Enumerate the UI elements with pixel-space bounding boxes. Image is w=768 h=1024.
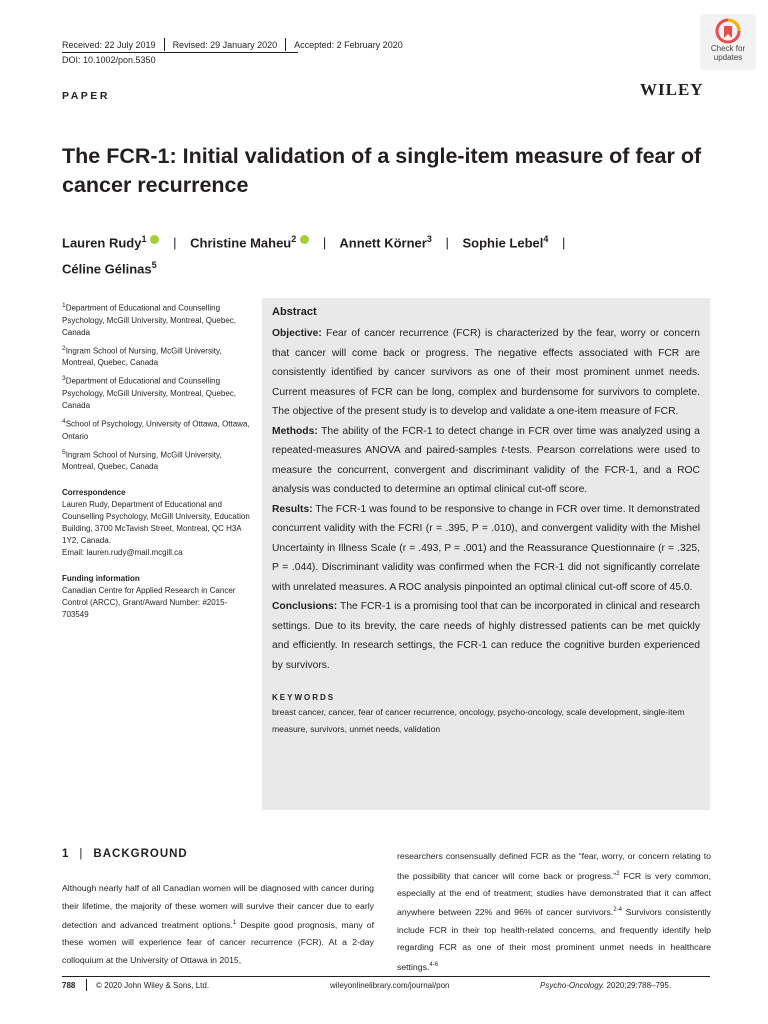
author-name[interactable]: Lauren Rudy: [62, 235, 142, 251]
affiliation: [62, 343, 250, 370]
author-affiliation-sup: 1: [141, 234, 147, 244]
check-label-1: Check for: [710, 44, 746, 53]
affiliation-text: School of Psychology, University of Ottawa, Ottawa, Ontario: [62, 419, 250, 441]
affiliation-sup: 4: [62, 417, 66, 425]
body-text: FCR is very common, especially at the end of treatment; studies have demonstrated that it can affect anywhere between 22% and 96% of cancer survivors.: [397, 870, 711, 918]
citation-sup[interactable]: 2: [616, 870, 620, 877]
results-label: Results:: [272, 503, 313, 515]
affiliation: [62, 447, 250, 474]
author-affiliation-sup: 3: [426, 234, 432, 244]
footer-rule: [62, 976, 710, 977]
results-text: The FCR-1 was found to be responsive to change in FCR over time. It demonstrated concurrent validity with the FCRI (r = .395, P = .010), and convergent validity with the Mishel Uncertainty in Illness Scale (r = .493, P = .001) and the Reassurance Questionnaire (r = .325, P = .044). Discriminant validity was confirmed when the FCR-1 did not significantly correlate with unrelated measures. A ROC analysis pinpointed an optimal clinical cut-off score of 45.0.: [272, 503, 700, 593]
conclusions-label: Conclusions:: [272, 601, 338, 612]
objective-label: Objective:: [272, 328, 322, 339]
section-title: BACKGROUND: [93, 848, 188, 860]
author-name[interactable]: Christine Maheu: [190, 235, 292, 251]
abstract-methods: [272, 422, 700, 500]
doi[interactable]: DOI: 10.1002/pon.5350: [62, 55, 156, 65]
body-column-right: [397, 848, 711, 976]
orcid-icon[interactable]: [150, 235, 159, 244]
affiliation-sup: 1: [62, 302, 66, 309]
methods-t-italic: t: [501, 445, 505, 456]
page-number: 788: [62, 981, 76, 990]
check-for-updates-icon: [715, 18, 741, 44]
author-separator: |: [445, 235, 449, 251]
abstract-results: [272, 500, 700, 598]
citation-sup[interactable]: 4-6: [429, 961, 439, 968]
conclusions-text: The FCR-1 is a promising tool that can be incorporated in clinical and research settings. Due to its brevity, the care needs of highly distressed patients can be met quickly and efficiently. In research settings, the FCR-1 can reduce the cognitive burden experienced by survivors.: [272, 601, 700, 671]
body-text: Survivors consistently include FCR in their top health-related concerns, and frequently identify help regarding FCR as one of their most prominent unmet needs in healthcare settings.: [397, 907, 711, 972]
methods-text-cont: -tests. Pearson correlations were used to measure the concurrent, convergent and discriminant validity of the FCR-1, and a ROC analysis was conducted to determine an optimal clinical cut-off score.: [272, 445, 700, 495]
author-name[interactable]: Céline Gélinas: [62, 261, 152, 277]
correspondence-email[interactable]: Email: lauren.rudy@mail.mcgill.ca: [62, 548, 183, 558]
affiliation: [62, 300, 250, 339]
date-separator: [164, 38, 165, 51]
journal-citation: [540, 981, 671, 990]
abstract-objective: [272, 324, 700, 422]
affiliation-text: Department of Educational and Counselling Psychology, McGill University, Montreal, Quebec, Canada: [62, 303, 236, 337]
revised-date: Revised: 29 January 2020: [172, 39, 278, 50]
date-separator: [285, 38, 286, 51]
body-text: Despite good prognosis, many of these women will experience fear of cancer recurrence (FCR). At a 2-day colloquium at the University of Ottawa in 2015,: [62, 919, 374, 965]
orcid-icon[interactable]: [300, 235, 309, 244]
citation-sup[interactable]: 2-4: [613, 907, 622, 914]
check-for-updates-button[interactable]: [700, 14, 756, 70]
citation-details: 2020;29:788–795.: [604, 981, 672, 990]
affiliation: [62, 373, 250, 412]
received-date: Received: 22 July 2019: [62, 39, 156, 50]
affiliations-column: [62, 300, 250, 625]
article-title: The FCR-1: Initial validation of a single-item measure of fear of cancer recurrence: [62, 144, 702, 197]
author-separator: |: [322, 235, 327, 251]
funding-text: Canadian Centre for Applied Research in Cancer Control (ARCC), Grant/Award Number: #2015-703549: [62, 586, 236, 620]
affiliation-text: Ingram School of Nursing, McGill University, Montreal, Quebec, Canada: [62, 346, 222, 368]
article-type: PAPER: [62, 90, 110, 102]
author-affiliation-sup: 2: [291, 234, 297, 244]
correspondence-text: Lauren Rudy, Department of Educational and Counselling Psychology, McGill University, Education Building, 3700 McTavish Street, Montreal, QC H3A 1Y2, Canada.: [62, 500, 250, 546]
objective-text: Fear of cancer recurrence (FCR) is characterized by the fear, worry or concern that cancer will come back or progress. The negative effects associated with FCR are consistently identified by cancer survivors as one of their most prominent unmet needs. Current measures of FCR can be long, complex and burdensome for survivors to complete. The objective of the present study is to develop and validate a one-item measure of FCR.: [272, 328, 700, 417]
methods-text: The ability of the FCR-1 to detect change in FCR over time was analyzed using a repeated-measures ANOVA and paired-samples: [272, 425, 700, 456]
section-heading: [62, 848, 188, 860]
check-label-2: updates: [713, 53, 743, 62]
methods-label: Methods:: [272, 425, 318, 437]
affiliation-sup: 3: [62, 375, 66, 383]
footer-separator: [86, 979, 87, 991]
abstract-conclusions: [272, 597, 700, 675]
header-rule: [62, 52, 298, 53]
body-column-left: [62, 880, 374, 969]
affiliation-text: Ingram School of Nursing, McGill University, Montreal, Quebec, Canada: [62, 450, 222, 472]
correspondence-heading: Correspondence: [62, 488, 126, 498]
author-separator: |: [562, 235, 566, 251]
keywords-heading: KEYWORDS: [272, 693, 336, 702]
author-name[interactable]: Annett Körner: [339, 235, 427, 251]
section-separator: |: [79, 848, 84, 860]
body-text: researchers consensually defined FCR as the “fear, worry, or concern relating to the possibility that cancer will come back or progress.”: [397, 851, 711, 881]
affiliation-text: Department of Educational and Counselling Psychology, McGill University, Montreal, Quebec, Canada: [62, 376, 236, 410]
abstract-heading: Abstract: [272, 306, 317, 318]
author-separator: |: [173, 235, 177, 251]
author-name[interactable]: Sophie Lebel: [462, 235, 544, 251]
citation-sup[interactable]: 1: [232, 920, 237, 926]
section-number: 1: [62, 848, 70, 860]
copyright: © 2020 John Wiley & Sons, Ltd.: [96, 981, 210, 990]
abstract-box: [262, 298, 710, 810]
affiliation-sup: 2: [62, 344, 66, 352]
journal-name: Psycho-Oncology.: [540, 981, 605, 990]
body-text: Although nearly half of all Canadian women will be diagnosed with cancer during their lifetime, the majority of these women will survive their cancer due to early detection and advanced treatment options.: [62, 883, 374, 930]
article-dates: [62, 38, 403, 51]
publisher-logo: WILEY: [640, 80, 704, 99]
author-list: [62, 228, 722, 281]
funding-heading: Funding information: [62, 574, 140, 584]
accepted-date: Accepted: 2 February 2020: [294, 39, 403, 50]
affiliation-sup: 5: [62, 448, 66, 456]
author-affiliation-sup: 5: [151, 260, 157, 271]
journal-url[interactable]: wileyonlinelibrary.com/journal/pon: [330, 981, 450, 990]
keywords-list: breast cancer, cancer, fear of cancer recurrence, oncology, psycho-oncology, scale development, single-item measure, survivors, unmet needs, validation: [272, 707, 685, 734]
author-affiliation-sup: 4: [543, 234, 549, 244]
affiliation: [62, 416, 250, 443]
